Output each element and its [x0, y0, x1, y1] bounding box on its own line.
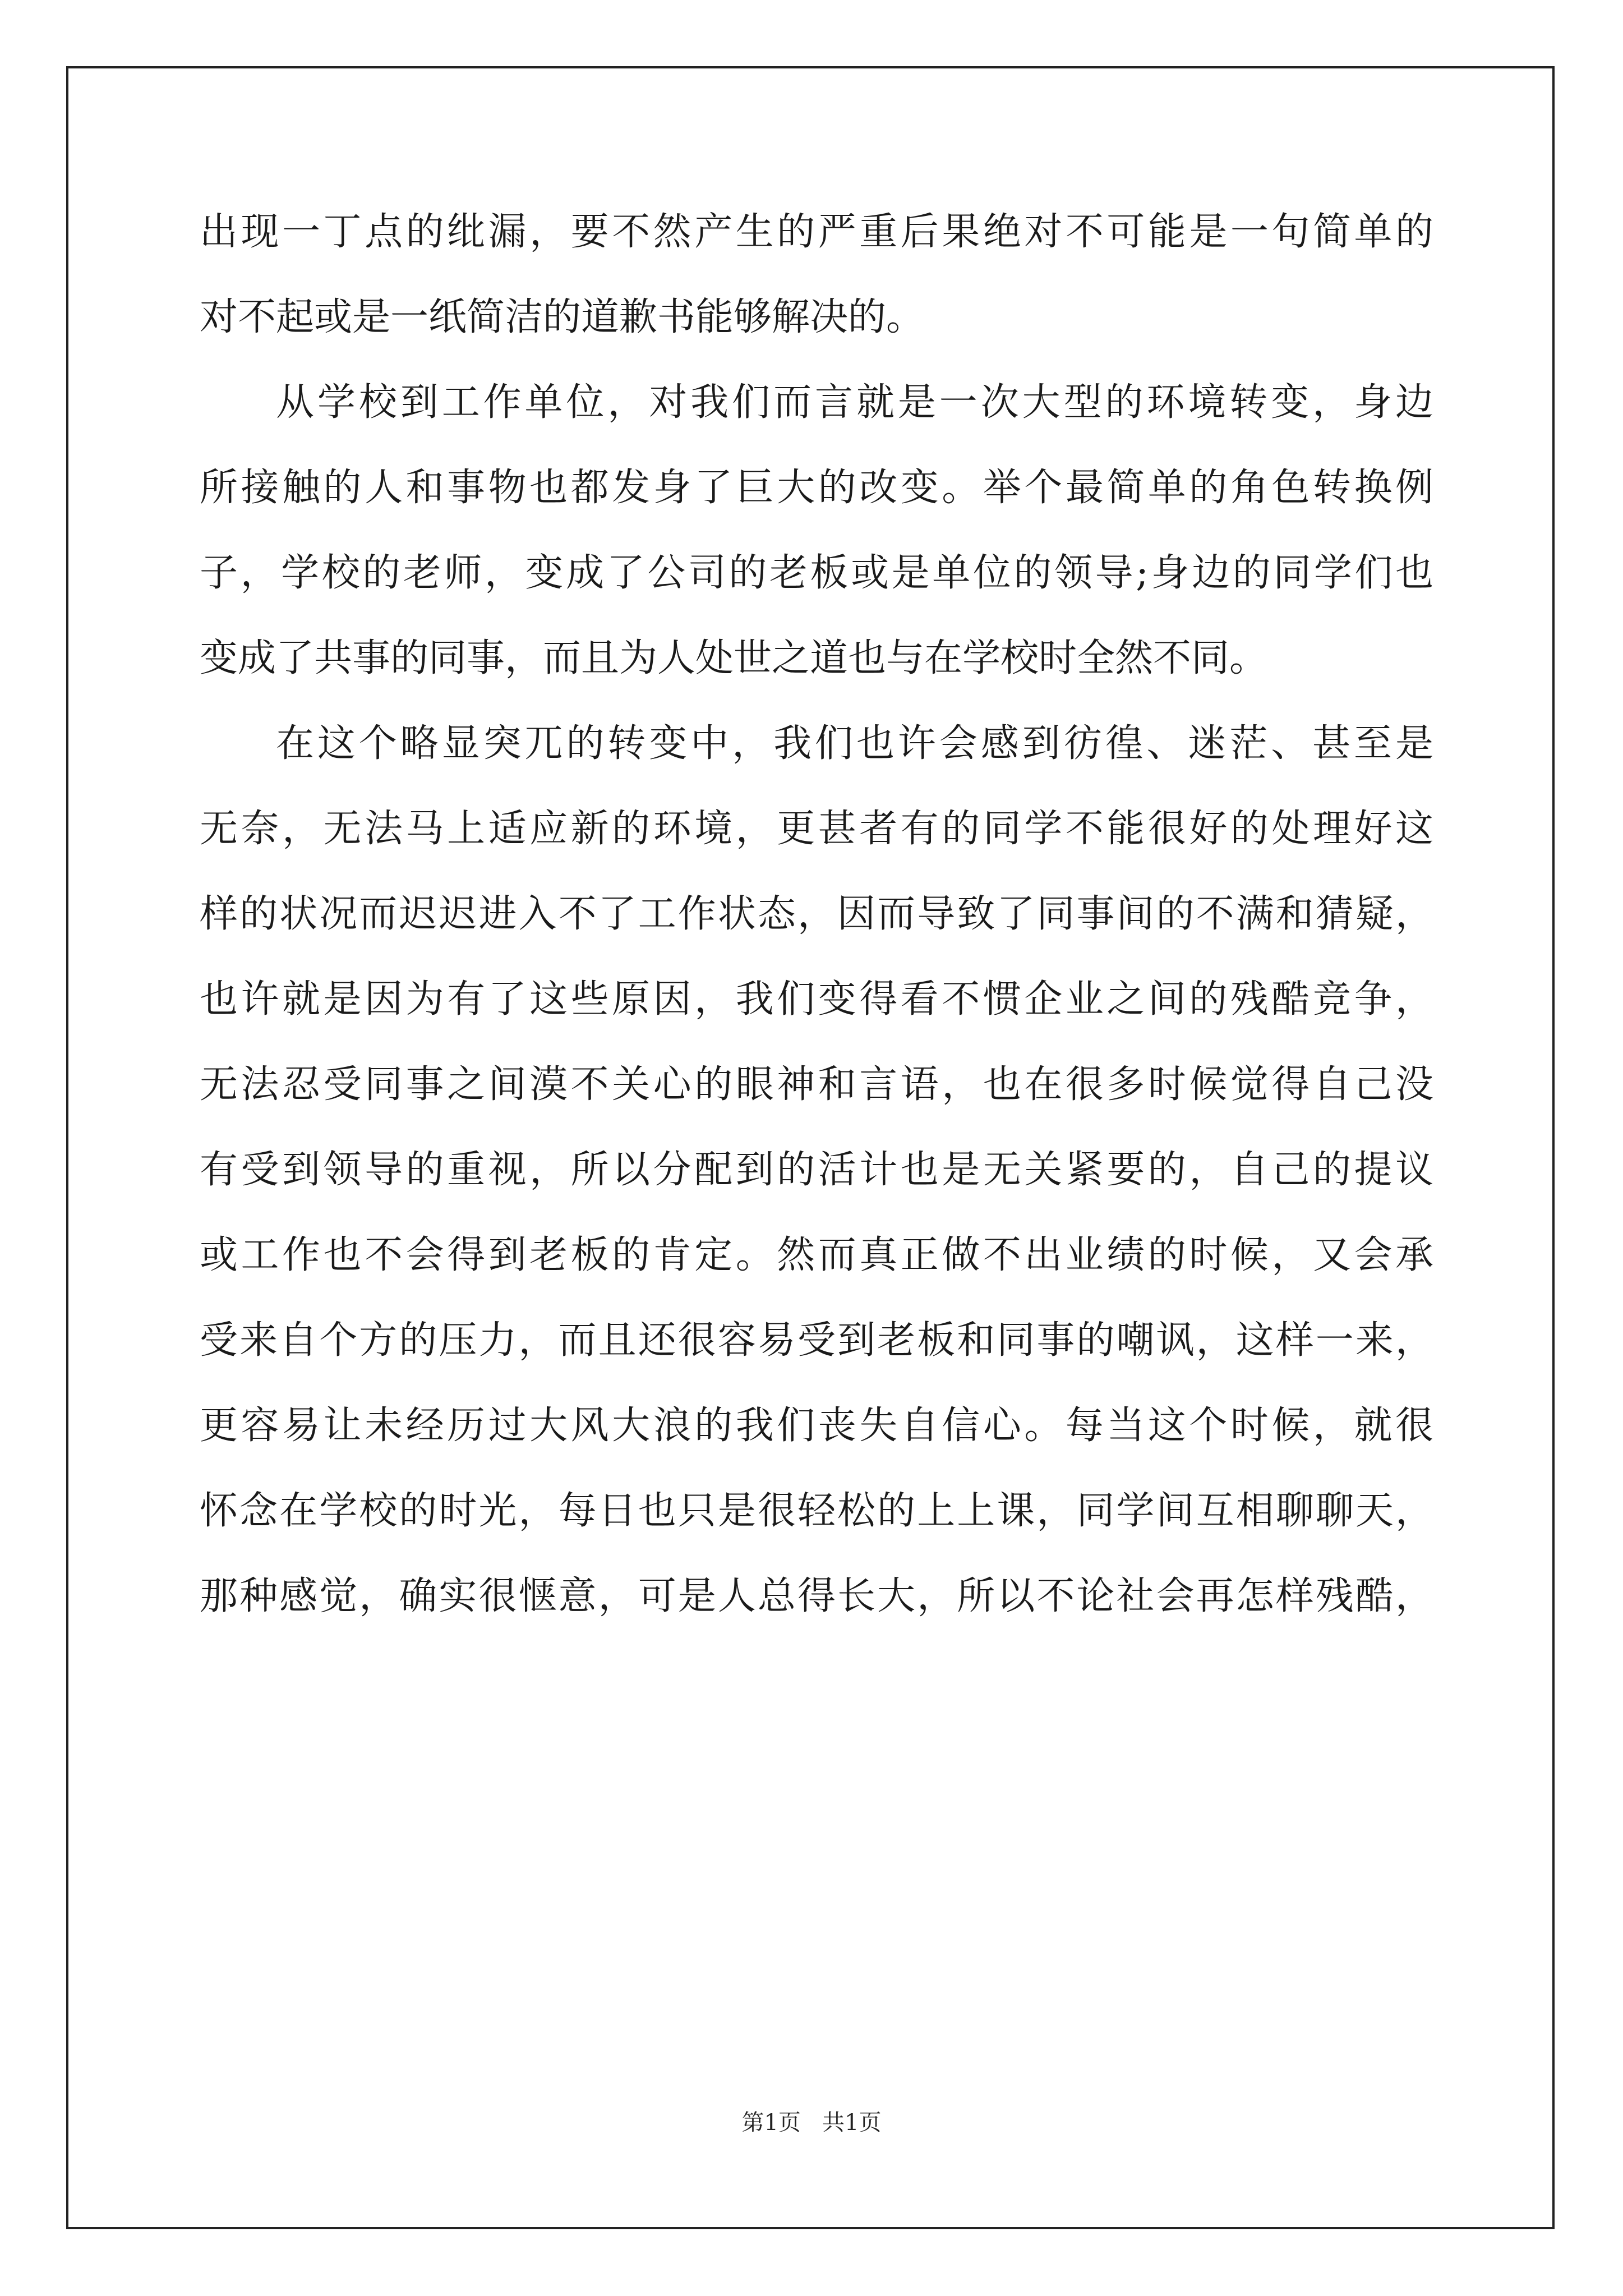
text-line: 也许就是因为有了这些原因，我们变得看不惯企业之间的残酷竞争， [200, 977, 1433, 1022]
text-line: 怀念在学校的时光，每日也只是很轻松的上上课，同学间互相聊聊天， [200, 1489, 1433, 1533]
text-line: 那种感觉，确实很惬意，可是人总得长大，所以不论社会再怎样残酷， [200, 1574, 1433, 1618]
text-line: 变成了共事的同事，而且为人处世之道也与在学校时全然不同。 [200, 636, 1268, 680]
text-line: 受来自个方的压力，而且还很容易受到老板和同事的嘲讽，这样一来， [200, 1318, 1433, 1363]
text-line: 更容易让未经历过大风大浪的我们丧失自信心。每当这个时候，就很 [200, 1404, 1433, 1448]
text-line: 或工作也不会得到老板的肯定。然而真正做不出业绩的时候，又会承 [200, 1233, 1433, 1277]
paragraph-start-line: 从学校到工作单位，对我们而言就是一次大型的环境转变，身边 [276, 380, 1433, 425]
text-line: 无奈，无法马上适应新的环境，更甚者有的同学不能很好的处理好这 [200, 807, 1433, 851]
text-line: 有受到领导的重视，所以分配到的活计也是无关紧要的，自己的提议 [200, 1148, 1433, 1192]
text-line: 对不起或是一纸简洁的道歉书能够解决的。 [200, 295, 925, 339]
paragraph-start-line: 在这个略显突兀的转变中，我们也许会感到彷徨、迷茫、甚至是 [276, 721, 1433, 766]
text-line: 所接触的人和事物也都发身了巨大的改变。举个最简单的角色转换例 [200, 466, 1433, 510]
text-line: 出现一丁点的纰漏，要不然产生的严重后果绝对不可能是一句简单的 [200, 210, 1433, 254]
text-line: 样的状况而迟迟进入不了工作状态，因而导致了同事间的不满和猜疑， [200, 892, 1433, 936]
page-number-footer: 第1页 共1页 [741, 2110, 882, 2136]
text-line: 子，学校的老师，变成了公司的老板或是单位的领导;身边的同学们也 [200, 551, 1433, 595]
document-body [200, 210, 1433, 1663]
text-line: 无法忍受同事之间漠不关心的眼神和言语，也在很多时候觉得自己没 [200, 1062, 1433, 1107]
